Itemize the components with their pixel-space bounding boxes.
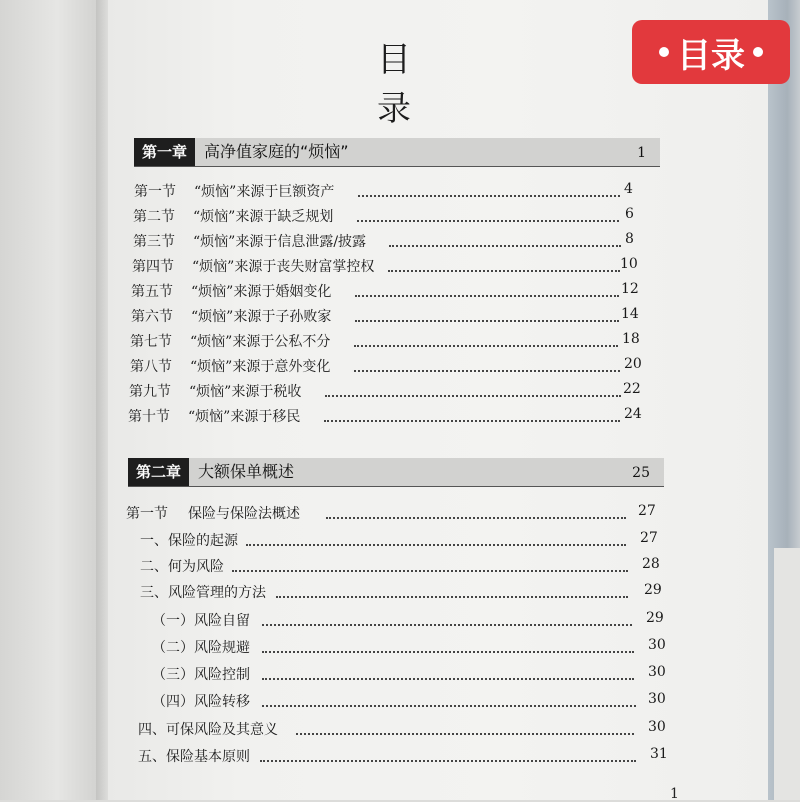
section-title: （三）风险控制 xyxy=(152,667,250,683)
toc-entry[interactable] xyxy=(140,530,662,552)
chapter-label: 第一章 xyxy=(134,138,195,166)
leader-dots xyxy=(260,760,636,762)
leader-dots xyxy=(388,270,620,272)
leader-dots xyxy=(262,705,636,707)
page-number: 10 xyxy=(620,256,638,272)
toc-entry[interactable] xyxy=(134,181,654,203)
leader-dots xyxy=(246,544,626,546)
section-number: 第一节 xyxy=(134,184,176,200)
toc-entry[interactable] xyxy=(130,331,654,353)
chapter-label: 第二章 xyxy=(128,458,189,486)
page-number: 28 xyxy=(642,556,660,572)
page-number: 12 xyxy=(621,281,639,297)
section-title: 保险与保险法概述 xyxy=(188,506,300,522)
toc-entry[interactable] xyxy=(126,503,662,525)
section-title: “烦恼”来源于婚姻变化 xyxy=(191,284,332,300)
section-number: 第五节 xyxy=(131,284,173,300)
toc-entry[interactable] xyxy=(132,256,652,278)
section-title: “烦恼”来源于缺乏规划 xyxy=(193,209,334,225)
section-number: 第二节 xyxy=(133,209,175,225)
page-number: 4 xyxy=(624,181,633,197)
section-title: “烦恼”来源于信息泄露/披露 xyxy=(193,234,367,250)
section-number: 第九节 xyxy=(129,384,171,400)
chapter-heading xyxy=(134,138,660,167)
page-number: 18 xyxy=(622,331,640,347)
section-title: 四、可保风险及其意义 xyxy=(138,722,278,738)
section-title: “烦恼”来源于丧失财富掌控权 xyxy=(192,259,375,275)
page-number: 27 xyxy=(640,530,658,546)
toc-badge xyxy=(632,20,790,84)
toc-entry[interactable] xyxy=(130,356,654,378)
section-title: （一）风险自留 xyxy=(152,613,250,629)
page-number: 29 xyxy=(646,610,664,626)
page-number: 8 xyxy=(625,231,634,247)
page-number: 30 xyxy=(648,719,666,735)
dot-icon xyxy=(753,47,763,57)
leader-dots xyxy=(354,345,618,347)
leader-dots xyxy=(262,651,634,653)
toc-entry[interactable] xyxy=(138,746,668,768)
section-title: 五、保险基本原则 xyxy=(138,749,250,765)
toc-entry[interactable] xyxy=(152,691,664,713)
leader-dots xyxy=(326,517,626,519)
leader-dots xyxy=(357,220,619,222)
chapter-page: 25 xyxy=(632,465,650,481)
leader-dots xyxy=(262,624,632,626)
page-title: 目 录 xyxy=(377,40,433,129)
leader-dots xyxy=(232,570,628,572)
section-number: 第一节 xyxy=(126,506,168,522)
toc-entry[interactable] xyxy=(152,637,664,659)
leader-dots xyxy=(262,678,634,680)
page-number: 6 xyxy=(625,206,634,222)
leader-dots xyxy=(355,320,619,322)
page-number: 22 xyxy=(623,381,641,397)
leader-dots xyxy=(324,420,620,422)
right-page-edge xyxy=(768,0,800,800)
section-title: （二）风险规避 xyxy=(152,640,250,656)
section-title: “烦恼”来源于子孙败家 xyxy=(191,309,332,325)
leader-dots xyxy=(325,395,621,397)
page-number: 30 xyxy=(648,691,666,707)
toc-entry[interactable] xyxy=(131,281,653,303)
section-number: 第六节 xyxy=(131,309,173,325)
section-number: 第八节 xyxy=(130,359,172,375)
toc-entry[interactable] xyxy=(138,719,664,741)
dot-icon xyxy=(659,47,669,57)
page-number: 30 xyxy=(648,637,666,653)
page-number: 20 xyxy=(624,356,642,372)
chapter-page: 1 xyxy=(637,145,646,161)
leader-dots xyxy=(276,596,628,598)
toc-entry[interactable] xyxy=(129,381,655,403)
leader-dots xyxy=(296,733,634,735)
section-title: “烦恼”来源于税收 xyxy=(189,384,302,400)
footer-page-number: 1 xyxy=(670,786,679,802)
section-title: “烦恼”来源于巨额资产 xyxy=(194,184,335,200)
badge-label: 目录 xyxy=(677,35,745,76)
leader-dots xyxy=(358,195,620,197)
section-title: 二、何为风险 xyxy=(140,559,224,575)
toc-entry[interactable] xyxy=(131,306,653,328)
page-number: 24 xyxy=(624,406,642,422)
leader-dots xyxy=(355,295,619,297)
section-number: 第四节 xyxy=(132,259,174,275)
chapter-title: 高净值家庭的“烦恼” xyxy=(204,142,349,161)
section-number: 第三节 xyxy=(133,234,175,250)
toc-entry[interactable] xyxy=(133,206,653,228)
chapter-heading xyxy=(128,458,664,487)
toc-entry[interactable] xyxy=(140,556,662,578)
chapter-title: 大额保单概述 xyxy=(198,462,295,481)
toc-entry[interactable] xyxy=(152,664,664,686)
section-title: （四）风险转移 xyxy=(152,694,250,710)
page-number: 27 xyxy=(638,503,656,519)
left-page-edge xyxy=(0,0,104,800)
page-number: 31 xyxy=(650,746,668,762)
section-title: “烦恼”来源于公私不分 xyxy=(190,334,331,350)
toc-entry[interactable] xyxy=(133,231,653,253)
leader-dots xyxy=(354,370,620,372)
toc-entry[interactable] xyxy=(128,406,656,428)
toc-entry[interactable] xyxy=(152,610,664,632)
section-number: 第十节 xyxy=(128,409,170,425)
toc-entry[interactable] xyxy=(140,582,662,604)
section-title: “烦恼”来源于意外变化 xyxy=(190,359,331,375)
leader-dots xyxy=(389,245,621,247)
section-title: “烦恼”来源于移民 xyxy=(188,409,301,425)
page-number: 14 xyxy=(621,306,639,322)
section-title: 一、保险的起源 xyxy=(140,533,238,549)
page-number: 30 xyxy=(648,664,666,680)
page-number: 29 xyxy=(644,582,662,598)
section-title: 三、风险管理的方法 xyxy=(140,585,266,601)
section-number: 第七节 xyxy=(130,334,172,350)
